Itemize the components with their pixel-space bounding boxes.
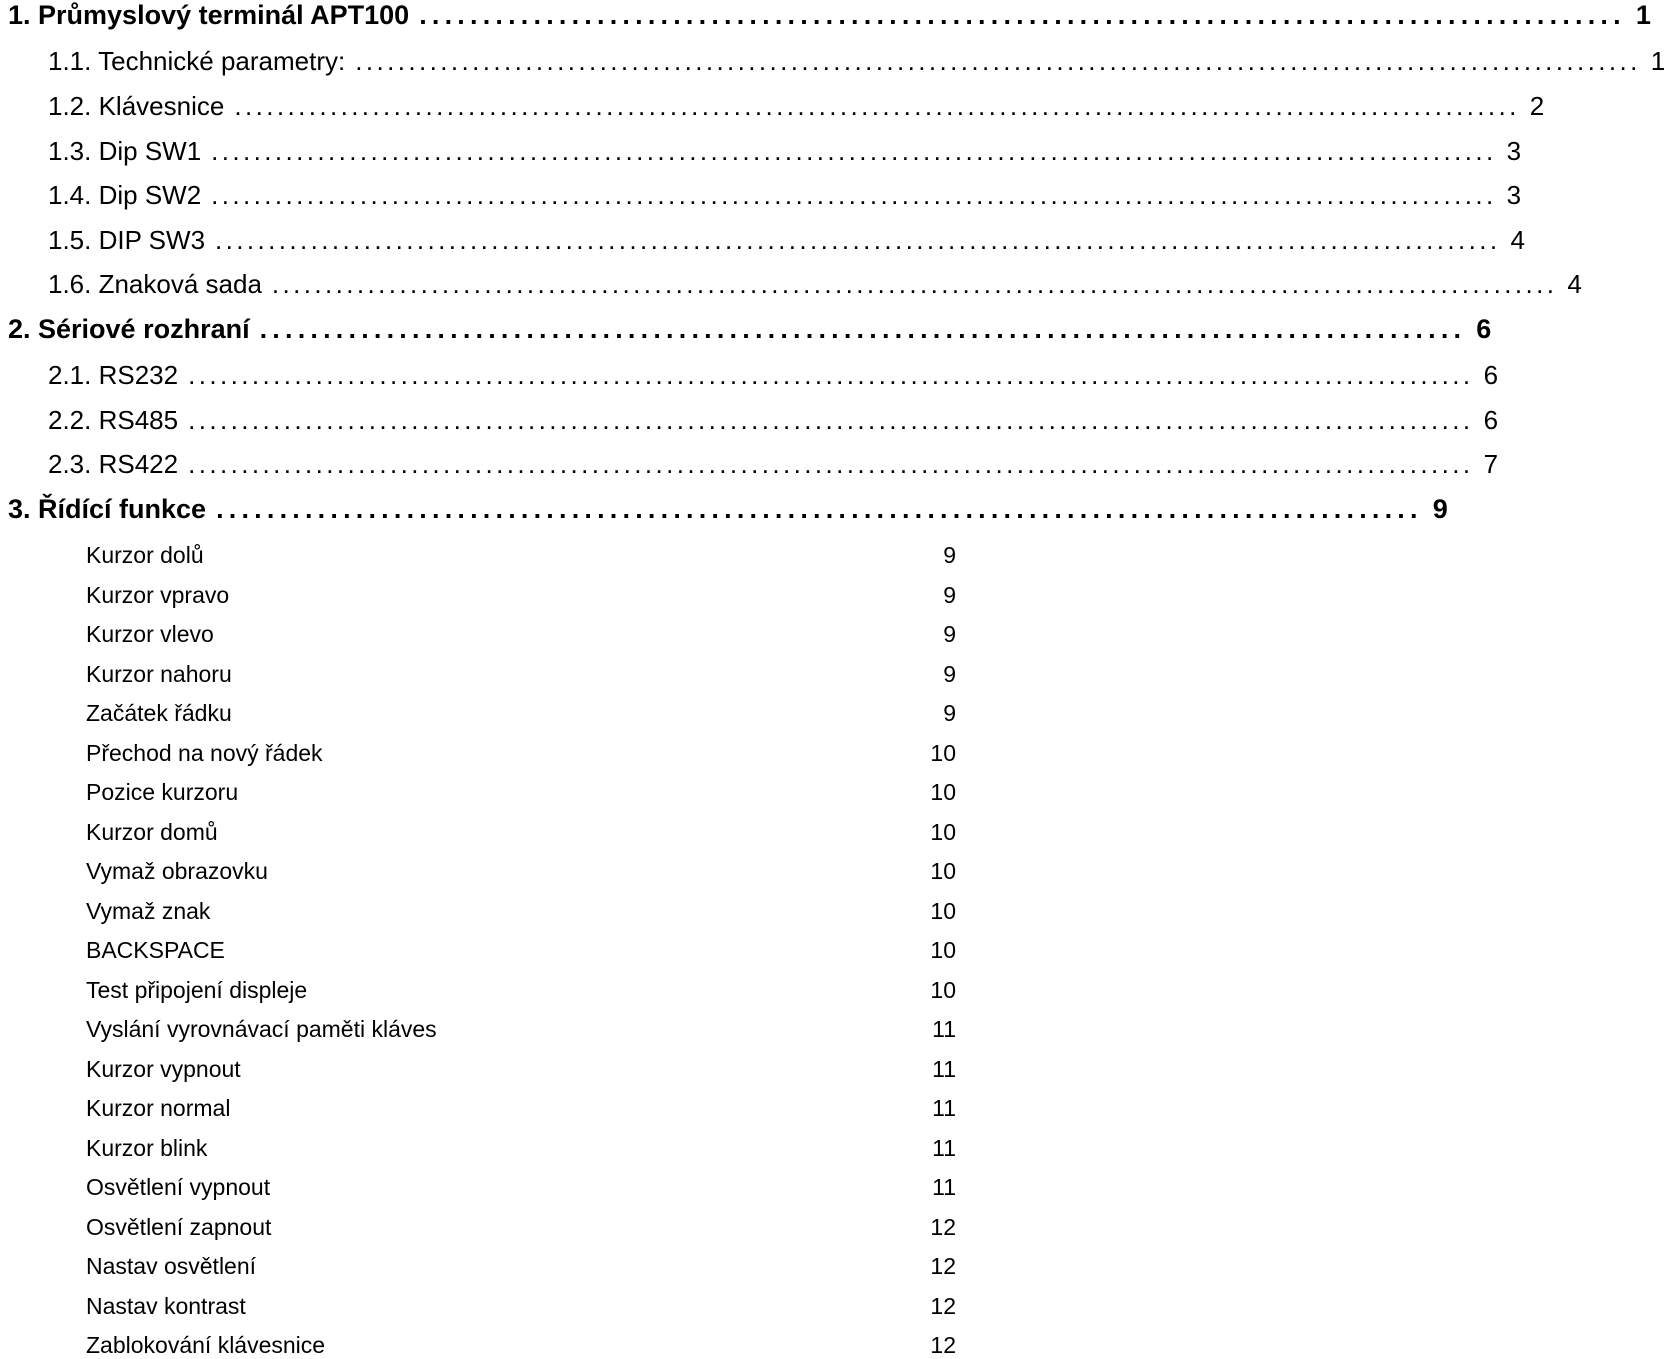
toc-entry-title: 1.6. Znaková sada (48, 269, 262, 299)
toc-entry-title: Kurzor dolů (86, 542, 204, 568)
toc-entry-item[interactable] (0, 977, 960, 1004)
toc-entry-title: 2.1. RS232 (48, 360, 179, 390)
toc-entry-page: 10 (930, 858, 956, 884)
toc-entry-page: 9 (943, 542, 956, 568)
toc-entry-title: Nastav osvětlení (86, 1253, 257, 1279)
toc-entry-title: Začátek řádku (86, 700, 232, 726)
dot-leader: ............................................................................................... (419, 0, 1626, 30)
toc-entry-page: 10 (930, 779, 956, 805)
toc-entry-page: 6 (1476, 314, 1492, 344)
toc-entry-title: 1.1. Technické parametry: (48, 46, 346, 76)
dot-leader: ......................................................................................................................... (215, 225, 1501, 255)
toc-entry-subsection[interactable] (0, 360, 1499, 391)
toc-entry-page: 2 (1529, 91, 1545, 121)
toc-entry-title: Kurzor blink (86, 1135, 208, 1161)
toc-entry-item[interactable] (0, 1016, 960, 1043)
toc-entry-item[interactable] (0, 542, 960, 569)
toc-entry-item[interactable] (0, 779, 960, 806)
toc-entry-title: 2.3. RS422 (48, 449, 179, 479)
toc-entry-item[interactable] (0, 1253, 960, 1280)
toc-entry-title: Osvětlení zapnout (86, 1214, 272, 1240)
toc-entry-title: Kurzor vpravo (86, 582, 230, 608)
toc-entry-item[interactable] (0, 700, 960, 727)
toc-entry-item[interactable] (0, 858, 960, 885)
toc-entry-subsection[interactable] (0, 136, 1522, 167)
toc-entry-page: 3 (1506, 136, 1522, 166)
toc-entry-title: Kurzor vlevo (86, 621, 214, 647)
toc-entry-page: 3 (1506, 180, 1522, 210)
toc-entry-page: 10 (930, 898, 956, 924)
toc-entry-page: 9 (943, 661, 956, 687)
toc-entry-page: 6 (1483, 405, 1499, 435)
toc-entry-page: 12 (930, 1253, 956, 1279)
toc-entry-subsection[interactable] (0, 225, 1525, 256)
toc-entry-title: BACKSPACE (86, 937, 225, 963)
toc-entry-page: 12 (930, 1293, 956, 1319)
toc-entry-item[interactable] (0, 661, 960, 688)
toc-entry-item[interactable] (0, 740, 960, 767)
toc-entry-page: 10 (930, 740, 956, 766)
toc-entry-page: 1 (1635, 0, 1651, 30)
toc-entry-title: 2.2. RS485 (48, 405, 179, 435)
toc-entry-page: 9 (943, 700, 956, 726)
toc-entry-subsection[interactable] (0, 269, 1582, 300)
toc-entry-item[interactable] (0, 582, 960, 609)
toc-entry-page: 11 (932, 1056, 956, 1082)
toc-entry-section-3[interactable] (0, 494, 1448, 525)
toc-entry-title: Osvětlení vypnout (86, 1174, 271, 1200)
dot-leader: ......................................................................................................................... (355, 46, 1641, 76)
toc-entry-page: 10 (930, 937, 956, 963)
dot-leader: ......................................................................................................................... (188, 405, 1474, 435)
toc-entry-title: 1.2. Klávesnice (48, 91, 225, 121)
toc-entry-title: Nastav kontrast (86, 1293, 246, 1319)
dot-leader: ......................................................................................................................... (188, 360, 1474, 390)
toc-entry-title: Vyslání vyrovnávací paměti kláves (86, 1016, 437, 1042)
toc-entry-item[interactable] (0, 819, 960, 846)
toc-entry-page: 11 (932, 1135, 956, 1161)
toc-entry-section-2[interactable] (0, 314, 1492, 345)
toc-entry-item[interactable] (0, 1095, 960, 1122)
toc-entry-item[interactable] (0, 1293, 960, 1320)
toc-entry-title: Kurzor nahoru (86, 661, 232, 687)
dot-leader: ......................................................................................................................... (234, 91, 1520, 121)
toc-entry-item[interactable] (0, 621, 960, 648)
toc-entry-page: 9 (943, 582, 956, 608)
dot-leader: ......................................................................................................................... (211, 136, 1497, 166)
toc-entry-page: 12 (930, 1332, 956, 1358)
toc-entry-title: 1.5. DIP SW3 (48, 225, 206, 255)
toc-entry-item[interactable] (0, 898, 960, 925)
toc-entry-page: 4 (1567, 269, 1582, 299)
toc-entry-page: 7 (1483, 449, 1499, 479)
toc-entry-page: 10 (930, 819, 956, 845)
toc-entry-page: 9 (1432, 494, 1448, 524)
toc-entry-page: 11 (932, 1174, 956, 1200)
toc-entry-title: Zablokování klávesnice (86, 1332, 326, 1358)
toc-entry-subsection[interactable] (0, 180, 1522, 211)
toc-entry-title: Kurzor normal (86, 1095, 231, 1121)
toc-entry-title: Kurzor vypnout (86, 1056, 241, 1082)
toc-entry-page: 4 (1510, 225, 1525, 255)
toc-entry-item[interactable] (0, 1214, 960, 1241)
toc-entry-subsection[interactable] (0, 91, 1545, 122)
toc-entry-subsection[interactable] (0, 46, 1666, 77)
toc-entry-title: Pozice kurzoru (86, 779, 239, 805)
toc-entry-title: 1.3. Dip SW1 (48, 136, 202, 166)
dot-leader: ............................................................................................... (259, 314, 1467, 344)
dot-leader: ......................................................................................................................... (271, 269, 1558, 299)
toc-entry-title: 3. Řídící funkce (8, 494, 207, 524)
toc-entry-title: Kurzor domů (86, 819, 218, 845)
toc-entry-page: 1 (1650, 46, 1666, 76)
toc-entry-page: 11 (932, 1095, 956, 1121)
toc-entry-item[interactable] (0, 937, 960, 964)
toc-entry-section-1[interactable] (0, 0, 1651, 31)
toc-entry-title: 1. Průmyslový terminál APT100 (8, 0, 410, 30)
toc-entry-subsection[interactable] (0, 449, 1499, 480)
toc-entry-item[interactable] (0, 1135, 960, 1162)
toc-entry-page: 11 (932, 1016, 956, 1042)
toc-entry-title: Přechod na nový řádek (86, 740, 323, 766)
toc-entry-title: Vymaž obrazovku (86, 858, 268, 884)
toc-entry-title: Vymaž znak (86, 898, 211, 924)
toc-entry-title: Test připojení displeje (86, 977, 308, 1003)
toc-entry-page: 6 (1483, 360, 1499, 390)
dot-leader: ......................................................................................................................... (188, 449, 1474, 479)
toc-entry-title: 2. Sériové rozhraní (8, 314, 250, 344)
dot-leader: ............................................................................................... (216, 494, 1423, 524)
dot-leader: ......................................................................................................................... (211, 180, 1497, 210)
toc-entry-page: 9 (943, 621, 956, 647)
toc-entry-subsection[interactable] (0, 405, 1499, 436)
toc-entry-item[interactable] (0, 1056, 960, 1083)
toc-entry-title: 1.4. Dip SW2 (48, 180, 202, 210)
toc-entry-page: 12 (930, 1214, 956, 1240)
toc-entry-item[interactable] (0, 1174, 960, 1201)
toc-entry-page: 10 (930, 977, 956, 1003)
toc-entry-item[interactable] (0, 1332, 960, 1359)
